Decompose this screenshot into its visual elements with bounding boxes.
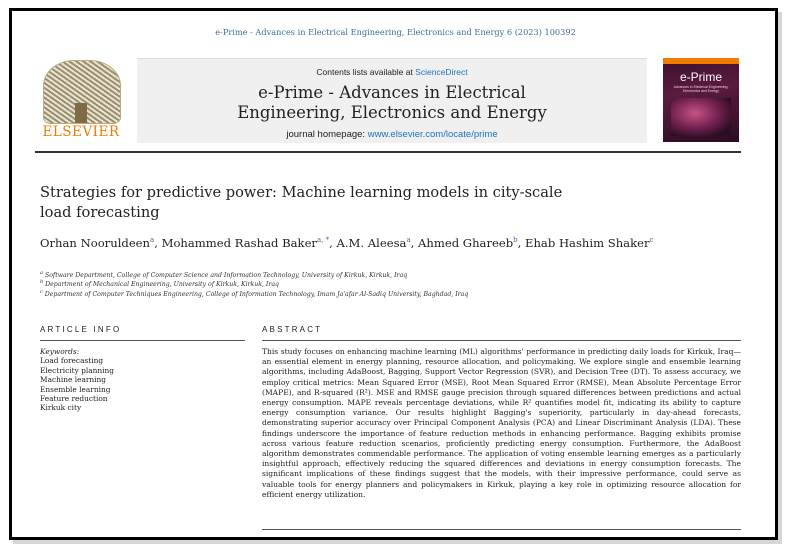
keyword: Ensemble learning bbox=[40, 384, 111, 394]
article-info-heading: ARTICLE INFO bbox=[40, 325, 122, 334]
journal-cover bbox=[663, 58, 739, 142]
author-affiliation-mark[interactable]: a bbox=[150, 236, 155, 244]
affiliation-mark: a bbox=[40, 270, 43, 276]
author-separator: , bbox=[329, 235, 337, 250]
running-head: e-Prime - Advances in Electrical Engineering, Electronics and Energy 6 (2023) 100392 bbox=[215, 27, 576, 37]
affiliation-text: Software Department, College of Computer Science and Information Technology, University of Kirkuk, Kirkuk, Iraq bbox=[42, 272, 408, 280]
keyword-list bbox=[40, 356, 240, 412]
homepage-line bbox=[137, 129, 647, 140]
cover-subtitle: Advances in Electrical Engineering, Electronics and Energy bbox=[673, 85, 729, 93]
cover-top-bar bbox=[663, 58, 739, 64]
affiliation-text: Department of Computer Techniques Engineering, College of Information Technology, Imam Ja'afar Al-Sadiq University, Baghdad, Iraq bbox=[42, 291, 469, 299]
author-separator: , bbox=[154, 235, 162, 250]
journal-title bbox=[137, 83, 647, 123]
author-list bbox=[40, 232, 680, 252]
cover-title: e-Prime bbox=[679, 70, 722, 84]
keyword: Machine learning bbox=[40, 375, 107, 385]
affiliation-text: Department of Mechanical Engineering, University of Kirkuk, Kirkuk, Iraq bbox=[43, 281, 279, 289]
author-name[interactable]: Ehab Hashim Shaker bbox=[525, 235, 650, 250]
journal-title-line-2: Engineering, Electronics and Energy bbox=[237, 103, 547, 122]
keyword: Load forecasting bbox=[40, 356, 104, 366]
homepage-link[interactable]: www.elsevier.com/locate/prime bbox=[367, 129, 498, 140]
abstract-rule bbox=[262, 340, 741, 341]
affiliation bbox=[40, 288, 730, 299]
abstract-heading: ABSTRACT bbox=[262, 325, 323, 334]
journal-banner bbox=[137, 58, 647, 143]
author-name[interactable]: Orhan Nooruldeen bbox=[40, 235, 151, 250]
keywords-label: Keywords: bbox=[40, 347, 80, 356]
frame-shadow-bottom bbox=[13, 540, 782, 544]
elsevier-logo bbox=[35, 58, 127, 142]
contents-line bbox=[137, 67, 647, 77]
keyword: Feature reduction bbox=[40, 394, 108, 404]
affiliation-mark: b bbox=[40, 279, 44, 285]
affiliation-mark: c bbox=[40, 289, 43, 295]
author-affiliation-mark[interactable]: a bbox=[406, 236, 411, 244]
author-affiliation-mark[interactable]: c bbox=[649, 236, 654, 244]
article-title bbox=[40, 183, 680, 223]
article-title-line-1: Strategies for predictive power: Machine learning models in city-scale bbox=[40, 184, 563, 201]
elsevier-tree-trunk bbox=[75, 103, 87, 123]
author-affiliation-mark[interactable]: a, * bbox=[316, 236, 330, 244]
author-separator: , bbox=[410, 235, 418, 250]
frame-shadow-right bbox=[778, 12, 782, 543]
author-separator: , bbox=[517, 235, 525, 250]
author-name[interactable]: Ahmed Ghareeb bbox=[418, 235, 514, 250]
elsevier-wordmark: ELSEVIER bbox=[42, 124, 120, 140]
article-title-line-2: load forecasting bbox=[40, 204, 160, 221]
cover-artwork bbox=[671, 98, 731, 136]
homepage-prefix: journal homepage: bbox=[286, 129, 368, 140]
author-name[interactable]: A.M. Aleesa bbox=[336, 235, 407, 250]
keyword: Electricity planning bbox=[40, 365, 115, 375]
header-rule bbox=[35, 151, 741, 153]
abstract-body bbox=[262, 347, 741, 500]
sciencedirect-link[interactable]: ScienceDirect bbox=[415, 67, 468, 77]
abstract-bottom-rule bbox=[262, 529, 741, 530]
keywords-block bbox=[40, 347, 240, 413]
author-affiliation-mark[interactable]: b bbox=[513, 236, 518, 244]
contents-prefix: Contents lists available at bbox=[316, 67, 416, 77]
author-name[interactable]: Mohammed Rashad Baker bbox=[161, 235, 317, 250]
article-info-rule bbox=[40, 340, 245, 341]
journal-title-line-1: e-Prime - Advances in Electrical bbox=[258, 83, 526, 102]
abstract-text: This study focuses on enhancing machine learning (ML) algorithms' performance in predicting daily loads for Kirkuk, Iraq—an essential element in energy planning, resource allocation, and policymaking. We explore single and ensemble learning algorithms, including AdaBoost, Bagging, Support Vector Regression (SVR), and Decision Tree (DT). To assess accuracy, we employ critical metrics: Mean Squared Error (MSE), Root Mean Squared Error (RMSE), Mean Absolute Percentage Error (MAPE), and R-squared (R²). MSE and RMSE gauge precision through squared differences between predictions and actual energy consumption. MAPE reveals percentage deviations, while R² quantifies model fit, indicating its ability to capture energy consumption variance. Our results highlight Bagging's superiority, particularly in day-ahead forecasts, demonstrating superior accuracy over Principal Component Analysis (PCA) and Linear Discriminant Analysis (LDA). These findings underscore the importance of feature reduction methods in enhancing performance. Bagging exhibits promise across various feature reduction scenarios, proficiently predicting energy consumption. Furthermore, the AdaBoost algorithm demonstrates commendable performance. The application of voting ensemble learning emerges as a particularly insightful approach, effectively reducing the squared differences and deviations in energy consumption forecasts. The significant implications of these findings suggest that the models, with their impressive performance, could serve as valuable tools for energy planners and policymakers in Kirkuk, playing a key role in optimizing resource allocation for efficient energy utilization. bbox=[262, 347, 741, 499]
keyword: Kirkuk city bbox=[40, 403, 82, 413]
